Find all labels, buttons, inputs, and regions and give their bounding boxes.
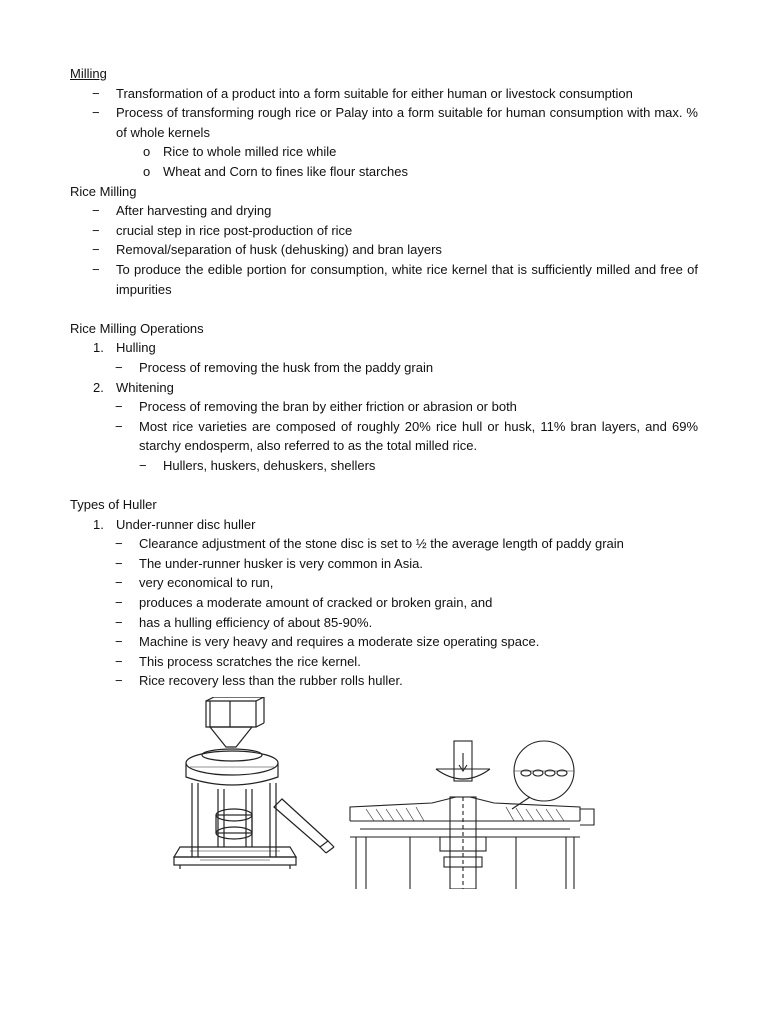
circle-bullet: o bbox=[143, 163, 151, 179]
section-heading-milling: Milling bbox=[70, 66, 107, 81]
list-item: − Machine is very heavy and requires a moderate size operating space. bbox=[70, 632, 698, 652]
dash-bullet: − bbox=[115, 555, 123, 571]
list-item: − To produce the edible portion for consumption, white rice kernel that is sufficiently milled and free of impurities bbox=[92, 261, 698, 297]
list-item: − crucial step in rice post-production of rice bbox=[70, 221, 698, 241]
dash-bullet: − bbox=[115, 634, 123, 650]
dash-bullet: − bbox=[115, 575, 123, 591]
list-item: − Rice recovery less than the rubber rolls huller. bbox=[70, 671, 698, 691]
list-item: − has a hulling efficiency of about 85-90%. bbox=[70, 613, 698, 633]
sub-list-item: o Rice to whole milled rice while bbox=[70, 142, 698, 162]
dash-bullet: − bbox=[115, 359, 123, 375]
huller-figures bbox=[170, 697, 600, 889]
section-heading-types: Types of Huller bbox=[70, 497, 157, 513]
list-item: − After harvesting and drying bbox=[70, 201, 698, 221]
disc-huller-cross-section-diagram bbox=[350, 741, 594, 889]
dash-bullet: − bbox=[92, 203, 100, 219]
dash-bullet: − bbox=[115, 595, 123, 611]
numbered-item-whitening: 2. Whitening bbox=[93, 379, 174, 395]
list-item: − Process of removing the husk from the paddy grain bbox=[70, 358, 698, 378]
list-item: − Clearance adjustment of the stone disc is set to ½ the average length of paddy grain bbox=[70, 534, 698, 554]
dash-bullet: − bbox=[115, 536, 123, 552]
dash-bullet: − bbox=[92, 261, 100, 277]
numbered-item-hulling: 1. Hulling bbox=[93, 340, 156, 356]
numbered-item-disc-huller: 1. Under-runner disc huller bbox=[93, 516, 256, 532]
dash-bullet: − bbox=[115, 399, 123, 415]
dash-bullet: − bbox=[115, 653, 123, 669]
dash-bullet: − bbox=[92, 85, 100, 101]
list-item: − Transformation of a product into a form suitable for either human or livestock consumption bbox=[70, 84, 698, 104]
dash-bullet: − bbox=[115, 614, 123, 630]
dash-bullet: − bbox=[115, 673, 123, 689]
list-item: − The under-runner husker is very common in Asia. bbox=[70, 554, 698, 574]
circle-bullet: o bbox=[143, 144, 151, 160]
list-item: − This process scratches the rice kernel. bbox=[70, 652, 698, 672]
list-item: − Process of removing the bran by either friction or abrasion or both bbox=[70, 397, 698, 417]
dash-bullet: − bbox=[92, 105, 100, 121]
section-heading-operations: Rice Milling Operations bbox=[70, 320, 204, 336]
sub-list-item: − Hullers, huskers, dehuskers, shellers bbox=[70, 456, 698, 476]
disc-huller-machine-illustration bbox=[174, 697, 334, 869]
list-item: − Process of transforming rough rice or Palay into a form suitable for human consumption with max. % of whole kernels bbox=[92, 105, 698, 140]
list-item: − very economical to run, bbox=[70, 573, 698, 593]
dash-bullet: − bbox=[92, 222, 100, 238]
sub-list-item: o Wheat and Corn to fines like flour starches bbox=[70, 162, 698, 182]
list-item: − produces a moderate amount of cracked or broken grain, and bbox=[70, 593, 698, 613]
dash-bullet: − bbox=[92, 242, 100, 258]
list-item: − Most rice varieties are composed of roughly 20% rice hull or husk, 11% bran layers, and 69% starchy endosperm, also referred to as the total milled rice. bbox=[115, 418, 698, 454]
document-page bbox=[70, 64, 698, 691]
section-heading-rice-milling: Rice Milling bbox=[70, 183, 137, 199]
dash-bullet: − bbox=[139, 457, 147, 473]
dash-bullet: − bbox=[115, 418, 123, 434]
list-item: − Removal/separation of husk (dehusking) and bran layers bbox=[70, 240, 698, 260]
